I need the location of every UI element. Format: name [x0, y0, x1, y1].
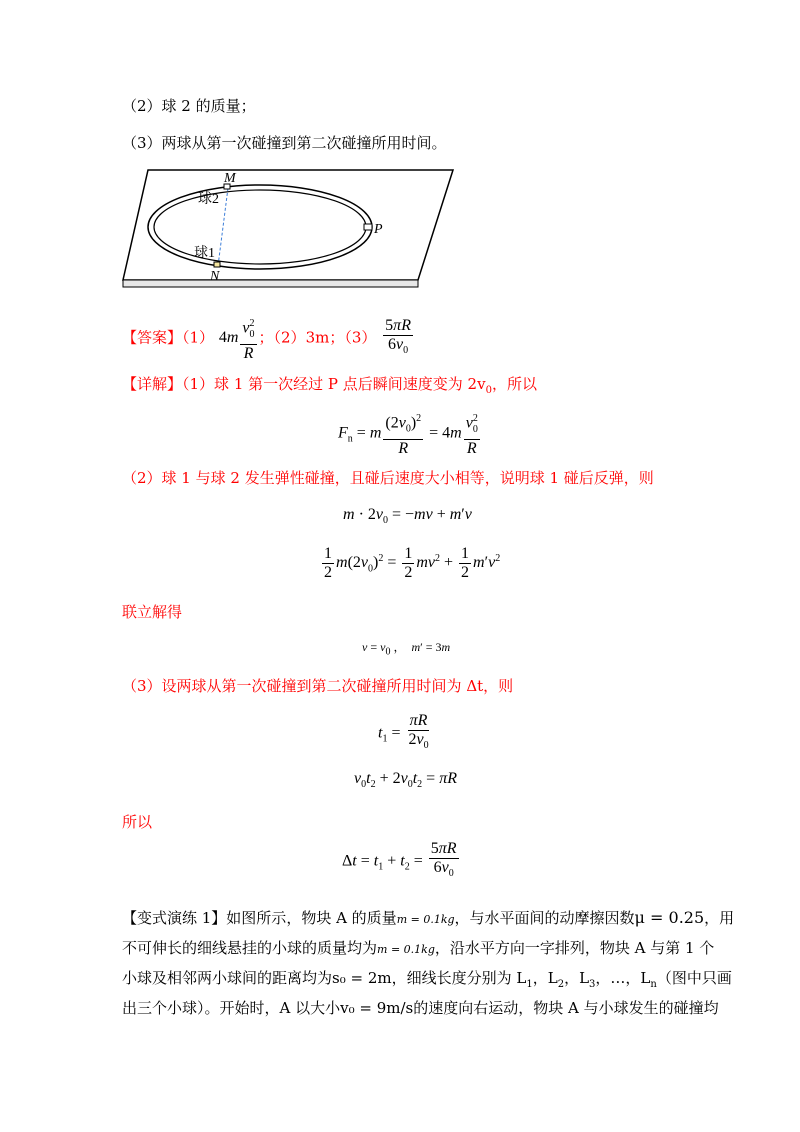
ball-1 [214, 262, 220, 267]
v0-value: v₀ = 9m/s [340, 999, 414, 1017]
variant-text-1b: ，与水平面间的动摩擦因数 [454, 909, 635, 927]
mass-value: m = 0.1kg [396, 913, 455, 926]
point-p-marker [364, 224, 372, 230]
mu-value: μ = 0.25 [634, 908, 705, 927]
variant-text-1a: 【变式演练 1】如图所示，物块 A 的质量 [122, 909, 397, 927]
question-2: （2）球 2 的质量； [122, 97, 256, 115]
variant-line-2 [122, 938, 714, 960]
detail-end-1: ，所以 [491, 375, 537, 393]
equation-momentum: $m \cdot 2v_0 = -mv + m'v$ [343, 506, 472, 527]
label-m: M [224, 171, 236, 186]
answer-tag: 【答案】 [122, 328, 183, 347]
variant-line-3: 小球及相邻两小球间的距离均为s₀ = 2m，细线长度分别为 $L_1$，$L_2$，$L_3$，…，$L_n$（图中只画 [122, 969, 732, 990]
detail-tag: 【详解】 [122, 375, 183, 393]
variant-text-4: 出三个小球）。开始时，A 以大小 [122, 999, 341, 1017]
answer-mass: 3m [305, 328, 330, 347]
answer-line: 【答案】（1） 4m $\frac{v^2_0}{R}$ ；（2）3m；（3） $\frac{5\pi R}{6v_0}$ [122, 315, 415, 363]
answer-part1: （1） [182, 328, 215, 347]
diameter-line [218, 188, 228, 266]
variant-text-3d: （图中只画 [656, 969, 732, 987]
equation-energy: $\frac{1}{2}$ $m(2v_0)^2$ = $\frac{1}{2}$ $mv^2$ + $\frac{1}{2}$ $m'v^2$ [324, 545, 501, 581]
equation-t1: $t_1$ = $\frac{\pi R}{2v_0}$ [378, 712, 429, 752]
detail-line-1 [122, 374, 537, 401]
detail-line-2: （2）球 1 与球 2 发生弹性碰撞，且碰后速度大小相等，说明球 1 碰后反弹，则 [122, 469, 654, 487]
equation-result: $v = v_0$ ， m′ = 3m [362, 640, 451, 658]
variant-text-2a: 不可伸长的细线悬挂的小球的质量均为 [122, 939, 378, 957]
equation-t2: $v_0t_2 + 2v_0t_2 = \pi R$ [354, 770, 457, 791]
so-label: 所以 [122, 813, 153, 831]
variant-text-3b: ，细线长度分别为 L [391, 969, 527, 987]
joint-solution-label: 联立解得 [122, 603, 183, 621]
equation-fn: $F_n = m$ $\frac{(2v_0)^2}{R}$ = 4m $\frac{v^2_0}{R}$ [338, 410, 482, 458]
outer-ring [148, 185, 372, 269]
variant-line-1 [122, 908, 734, 930]
label-ball2: 球2 [198, 192, 219, 207]
detail-line-3: （3）设两球从第一次碰撞到第二次碰撞所用时间为 Δt，则 [122, 677, 514, 695]
s0-value: s₀ = 2m [332, 969, 392, 987]
variant-text-3a: 小球及相邻两小球间的距离均为 [122, 969, 333, 987]
label-ball1: 球1 [194, 246, 215, 261]
answer-part2: ；（2） [258, 328, 306, 347]
ball-mass-value: m = 0.1kg [377, 943, 435, 956]
variant-text-3c: …，L [610, 969, 651, 987]
equation-delta-t: $\Delta t = t_1 + t_2$ = $\frac{5\pi R}{6v_0}$ [342, 840, 457, 880]
variant-line-4 [122, 998, 719, 1018]
variant-text-4b: 的速度向右运动，物块 A 与小球发生的碰撞均 [413, 999, 719, 1017]
inner-ring [154, 190, 366, 264]
question-3: （3）两球从第一次碰撞到第二次碰撞所用时间。 [122, 134, 447, 152]
detail-text-1: （1）球 1 第一次经过 P 点后瞬间速度变为 2v [182, 375, 486, 393]
label-p: P [374, 222, 383, 237]
label-n: N [210, 269, 220, 284]
answer-part3: ；（3） [329, 328, 377, 347]
ring-figure [118, 165, 458, 295]
variant-text-2b: ，沿水平方向一字排列，物块 A 与第 1 个 [434, 939, 715, 957]
variant-text-1c: ，用 [704, 909, 735, 927]
plane-thickness [123, 280, 418, 287]
detail-sub: 0 [485, 385, 492, 396]
